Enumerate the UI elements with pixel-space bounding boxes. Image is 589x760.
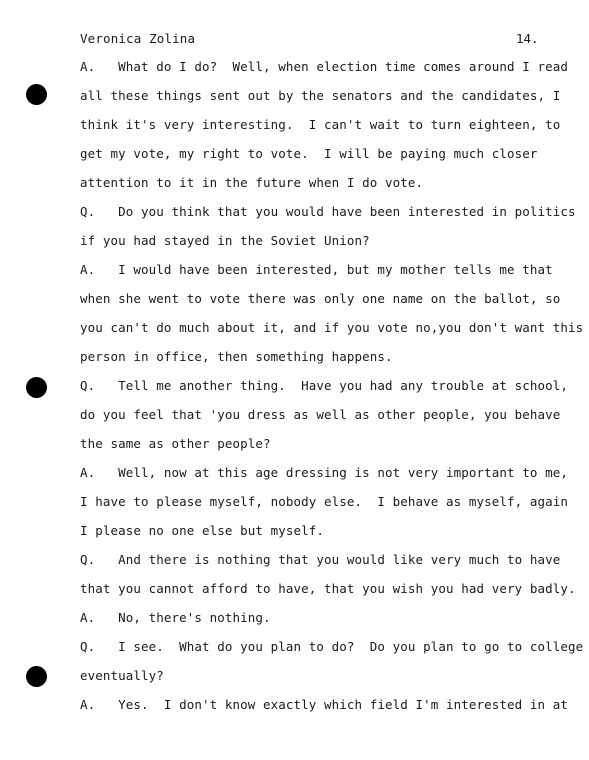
page-number: 14.	[516, 31, 539, 46]
transcript-line: I have to please myself, nobody else. I behave as myself, again	[80, 494, 569, 509]
punch-hole	[26, 666, 47, 687]
transcript-line: eventually?	[80, 668, 164, 683]
transcript-line: attention to it in the future when I do vote.	[80, 175, 424, 190]
transcript-line: when she went to vote there was only one name on the ballot, so	[80, 291, 561, 306]
transcript-line: that you cannot afford to have, that you wish you had very badly.	[80, 581, 576, 596]
punch-hole	[26, 84, 47, 105]
transcript-line: person in office, then something happens.	[80, 349, 393, 364]
transcript-line: if you had stayed in the Soviet Union?	[80, 233, 370, 248]
transcript-line: do you feel that 'you dress as well as other people, you behave	[80, 407, 561, 422]
transcript-line: think it's very interesting. I can't wait to turn eighteen, to	[80, 117, 561, 132]
transcript-line: Q. Do you think that you would have been interested in politics	[80, 204, 576, 219]
punch-hole	[26, 377, 47, 398]
transcript-line: Q. I see. What do you plan to do? Do you plan to go to college	[80, 639, 584, 654]
transcript-line: A. Well, now at this age dressing is not very important to me,	[80, 465, 569, 480]
transcript-line: A. I would have been interested, but my mother tells me that	[80, 262, 553, 277]
transcript-line: A. Yes. I don't know exactly which field I'm interested in at	[80, 697, 569, 712]
transcript-line: you can't do much about it, and if you vote no,you don't want this	[80, 320, 584, 335]
transcript-line: all these things sent out by the senators and the candidates, I	[80, 88, 561, 103]
transcript-line: A. What do I do? Well, when election time comes around I read	[80, 59, 569, 74]
transcript-line: I please no one else but myself.	[80, 523, 325, 538]
header-interviewee-name: Veronica Zolina	[80, 31, 196, 46]
transcript-line: Q. And there is nothing that you would like very much to have	[80, 552, 561, 567]
transcript-line: Q. Tell me another thing. Have you had any trouble at school,	[80, 378, 569, 393]
transcript-line: get my vote, my right to vote. I will be paying much closer	[80, 146, 538, 161]
transcript-line: the same as other people?	[80, 436, 271, 451]
transcript-line: A. No, there's nothing.	[80, 610, 271, 625]
